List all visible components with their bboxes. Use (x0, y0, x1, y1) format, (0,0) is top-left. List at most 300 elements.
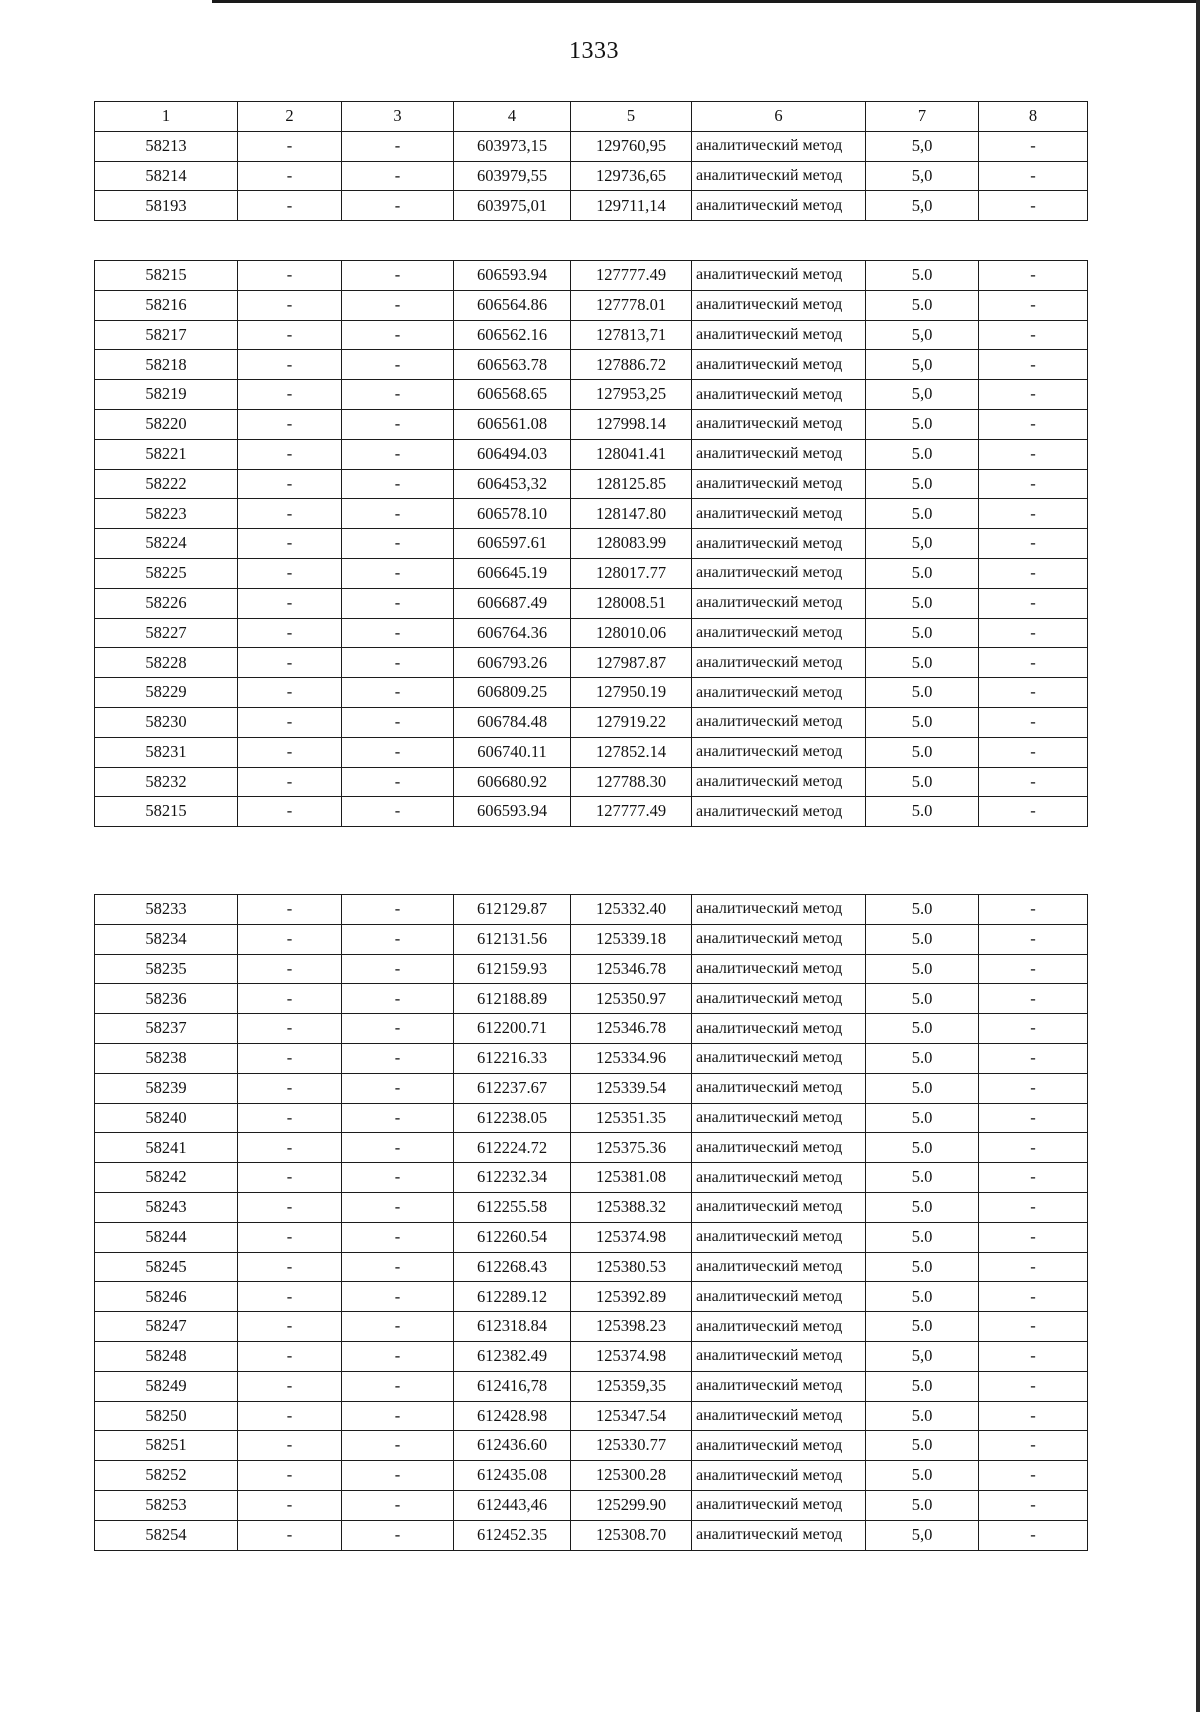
col2-cell: - (238, 1341, 342, 1371)
point-number-cell: 58232 (95, 767, 238, 797)
accuracy-cell: 5.0 (866, 1252, 979, 1282)
point-number-cell: 58248 (95, 1341, 238, 1371)
col3-cell: - (342, 131, 454, 161)
x-coordinate-cell: 612255.58 (454, 1192, 571, 1222)
table-row (95, 984, 1088, 1014)
col8-cell: - (979, 1252, 1088, 1282)
y-coordinate-cell: 128010.06 (571, 618, 692, 648)
coordinates-table-2 (94, 260, 1088, 827)
accuracy-cell: 5,0 (866, 161, 979, 191)
table-row (95, 191, 1088, 221)
table-row (95, 588, 1088, 618)
method-cell: аналитический метод (692, 737, 866, 767)
col3-cell: - (342, 380, 454, 410)
point-number-cell: 58223 (95, 499, 238, 529)
y-coordinate-cell: 128008.51 (571, 588, 692, 618)
point-number-cell: 58234 (95, 924, 238, 954)
table-row (95, 1192, 1088, 1222)
method-cell: аналитический метод (692, 191, 866, 221)
method-cell: аналитический метод (692, 895, 866, 925)
method-cell: аналитический метод (692, 558, 866, 588)
point-number-cell: 58226 (95, 588, 238, 618)
col3-cell: - (342, 1222, 454, 1252)
method-cell: аналитический метод (692, 1073, 866, 1103)
accuracy-cell: 5,0 (866, 1341, 979, 1371)
col8-cell: - (979, 350, 1088, 380)
method-cell: аналитический метод (692, 409, 866, 439)
method-cell: аналитический метод (692, 469, 866, 499)
col3-cell: - (342, 707, 454, 737)
col2-cell: - (238, 191, 342, 221)
method-cell: аналитический метод (692, 1282, 866, 1312)
col8-cell: - (979, 1163, 1088, 1193)
col8-cell: - (979, 707, 1088, 737)
accuracy-cell: 5,0 (866, 320, 979, 350)
method-cell: аналитический метод (692, 1341, 866, 1371)
col8-cell: - (979, 1341, 1088, 1371)
col2-cell: - (238, 767, 342, 797)
table-row (95, 1252, 1088, 1282)
col3-cell: - (342, 1163, 454, 1193)
col8-cell: - (979, 618, 1088, 648)
table-row (95, 439, 1088, 469)
col3-cell: - (342, 678, 454, 708)
point-number-cell: 58220 (95, 409, 238, 439)
y-coordinate-cell: 125299.90 (571, 1490, 692, 1520)
col2-cell: - (238, 895, 342, 925)
col8-cell: - (979, 529, 1088, 559)
y-coordinate-cell: 127813,71 (571, 320, 692, 350)
accuracy-cell: 5.0 (866, 707, 979, 737)
accuracy-cell: 5.0 (866, 409, 979, 439)
col8-cell: - (979, 1073, 1088, 1103)
x-coordinate-cell: 612268.43 (454, 1252, 571, 1282)
col2-cell: - (238, 320, 342, 350)
col2-cell: - (238, 1312, 342, 1342)
table-row (95, 469, 1088, 499)
table-row (95, 797, 1088, 827)
col8-cell: - (979, 767, 1088, 797)
y-coordinate-cell: 127886.72 (571, 350, 692, 380)
scan-edge-rule (1196, 0, 1200, 1712)
point-number-cell: 58239 (95, 1073, 238, 1103)
point-number-cell: 58242 (95, 1163, 238, 1193)
x-coordinate-cell: 606564.86 (454, 290, 571, 320)
col3-cell: - (342, 1431, 454, 1461)
table-row (95, 1431, 1088, 1461)
col8-cell: - (979, 1461, 1088, 1491)
method-cell: аналитический метод (692, 1431, 866, 1461)
x-coordinate-cell: 606494.03 (454, 439, 571, 469)
point-number-cell: 58250 (95, 1401, 238, 1431)
col3-cell: - (342, 1103, 454, 1133)
column-number-header: 5 (571, 102, 692, 132)
col2-cell: - (238, 984, 342, 1014)
point-number-cell: 58214 (95, 161, 238, 191)
col8-cell: - (979, 320, 1088, 350)
table-row (95, 648, 1088, 678)
col2-cell: - (238, 1461, 342, 1491)
table-row (95, 320, 1088, 350)
accuracy-cell: 5.0 (866, 1312, 979, 1342)
accuracy-cell: 5.0 (866, 1461, 979, 1491)
col3-cell: - (342, 1014, 454, 1044)
table-row (95, 1043, 1088, 1073)
y-coordinate-cell: 125381.08 (571, 1163, 692, 1193)
col2-cell: - (238, 954, 342, 984)
point-number-cell: 58253 (95, 1490, 238, 1520)
col3-cell: - (342, 1043, 454, 1073)
point-number-cell: 58229 (95, 678, 238, 708)
accuracy-cell: 5.0 (866, 1073, 979, 1103)
col2-cell: - (238, 469, 342, 499)
accuracy-cell: 5.0 (866, 767, 979, 797)
col3-cell: - (342, 984, 454, 1014)
method-cell: аналитический метод (692, 350, 866, 380)
x-coordinate-cell: 606597.61 (454, 529, 571, 559)
table-row (95, 767, 1088, 797)
col2-cell: - (238, 707, 342, 737)
col2-cell: - (238, 1073, 342, 1103)
accuracy-cell: 5.0 (866, 895, 979, 925)
col3-cell: - (342, 439, 454, 469)
method-cell: аналитический метод (692, 1252, 866, 1282)
x-coordinate-cell: 612238.05 (454, 1103, 571, 1133)
col3-cell: - (342, 1461, 454, 1491)
col2-cell: - (238, 380, 342, 410)
col2-cell: - (238, 261, 342, 291)
col3-cell: - (342, 895, 454, 925)
point-number-cell: 58228 (95, 648, 238, 678)
col2-cell: - (238, 1192, 342, 1222)
x-coordinate-cell: 612232.34 (454, 1163, 571, 1193)
method-cell: аналитический метод (692, 924, 866, 954)
method-cell: аналитический метод (692, 707, 866, 737)
x-coordinate-cell: 612452.35 (454, 1520, 571, 1550)
accuracy-cell: 5.0 (866, 678, 979, 708)
x-coordinate-cell: 606562.16 (454, 320, 571, 350)
method-cell: аналитический метод (692, 1312, 866, 1342)
point-number-cell: 58215 (95, 261, 238, 291)
accuracy-cell: 5.0 (866, 1133, 979, 1163)
x-coordinate-cell: 606453,32 (454, 469, 571, 499)
x-coordinate-cell: 612289.12 (454, 1282, 571, 1312)
method-cell: аналитический метод (692, 529, 866, 559)
method-cell: аналитический метод (692, 954, 866, 984)
y-coordinate-cell: 125347.54 (571, 1401, 692, 1431)
col3-cell: - (342, 350, 454, 380)
col2-cell: - (238, 1371, 342, 1401)
method-cell: аналитический метод (692, 1490, 866, 1520)
point-number-cell: 58243 (95, 1192, 238, 1222)
accuracy-cell: 5.0 (866, 1043, 979, 1073)
table-row (95, 350, 1088, 380)
point-number-cell: 58246 (95, 1282, 238, 1312)
col8-cell: - (979, 380, 1088, 410)
x-coordinate-cell: 606680.92 (454, 767, 571, 797)
table-row (95, 737, 1088, 767)
col2-cell: - (238, 1401, 342, 1431)
col8-cell: - (979, 1014, 1088, 1044)
x-coordinate-cell: 606784.48 (454, 707, 571, 737)
col3-cell: - (342, 797, 454, 827)
col2-cell: - (238, 924, 342, 954)
method-cell: аналитический метод (692, 1163, 866, 1193)
accuracy-cell: 5.0 (866, 648, 979, 678)
x-coordinate-cell: 606740.11 (454, 737, 571, 767)
y-coordinate-cell: 125351.35 (571, 1103, 692, 1133)
accuracy-cell: 5.0 (866, 924, 979, 954)
col2-cell: - (238, 1103, 342, 1133)
col2-cell: - (238, 618, 342, 648)
x-coordinate-cell: 612129.87 (454, 895, 571, 925)
method-cell: аналитический метод (692, 1401, 866, 1431)
x-coordinate-cell: 612435.08 (454, 1461, 571, 1491)
col2-cell: - (238, 558, 342, 588)
table-row (95, 1133, 1088, 1163)
table-row (95, 261, 1088, 291)
point-number-cell: 58254 (95, 1520, 238, 1550)
accuracy-cell: 5.0 (866, 439, 979, 469)
y-coordinate-cell: 125392.89 (571, 1282, 692, 1312)
col3-cell: - (342, 1282, 454, 1312)
table-row (95, 1222, 1088, 1252)
point-number-cell: 58244 (95, 1222, 238, 1252)
table-row (95, 558, 1088, 588)
col2-cell: - (238, 1014, 342, 1044)
col8-cell: - (979, 797, 1088, 827)
x-coordinate-cell: 606645.19 (454, 558, 571, 588)
col2-cell: - (238, 1133, 342, 1163)
col3-cell: - (342, 954, 454, 984)
col2-cell: - (238, 1163, 342, 1193)
x-coordinate-cell: 612260.54 (454, 1222, 571, 1252)
table-row (95, 924, 1088, 954)
y-coordinate-cell: 129711,14 (571, 191, 692, 221)
method-cell: аналитический метод (692, 648, 866, 678)
col3-cell: - (342, 529, 454, 559)
col8-cell: - (979, 737, 1088, 767)
accuracy-cell: 5.0 (866, 797, 979, 827)
accuracy-cell: 5.0 (866, 1371, 979, 1401)
page-number: 1333 (569, 38, 619, 64)
column-number-header: 7 (866, 102, 979, 132)
col3-cell: - (342, 1312, 454, 1342)
col2-cell: - (238, 499, 342, 529)
table-row (95, 1103, 1088, 1133)
col3-cell: - (342, 1341, 454, 1371)
table-row (95, 529, 1088, 559)
method-cell: аналитический метод (692, 767, 866, 797)
method-cell: аналитический метод (692, 984, 866, 1014)
table-row (95, 161, 1088, 191)
table-row (95, 1490, 1088, 1520)
col2-cell: - (238, 1490, 342, 1520)
accuracy-cell: 5.0 (866, 1490, 979, 1520)
accuracy-cell: 5,0 (866, 380, 979, 410)
x-coordinate-cell: 606561.08 (454, 409, 571, 439)
method-cell: аналитический метод (692, 588, 866, 618)
column-number-header: 2 (238, 102, 342, 132)
y-coordinate-cell: 127777.49 (571, 261, 692, 291)
col3-cell: - (342, 1252, 454, 1282)
x-coordinate-cell: 603975,01 (454, 191, 571, 221)
col8-cell: - (979, 191, 1088, 221)
y-coordinate-cell: 125308.70 (571, 1520, 692, 1550)
y-coordinate-cell: 125350.97 (571, 984, 692, 1014)
col8-cell: - (979, 924, 1088, 954)
col2-cell: - (238, 1431, 342, 1461)
method-cell: аналитический метод (692, 499, 866, 529)
table-row (95, 707, 1088, 737)
col8-cell: - (979, 558, 1088, 588)
accuracy-cell: 5.0 (866, 1222, 979, 1252)
x-coordinate-cell: 612382.49 (454, 1341, 571, 1371)
method-cell: аналитический метод (692, 1043, 866, 1073)
x-coordinate-cell: 612216.33 (454, 1043, 571, 1073)
y-coordinate-cell: 129736,65 (571, 161, 692, 191)
col2-cell: - (238, 1043, 342, 1073)
table-row (95, 1461, 1088, 1491)
coordinates-table-3 (94, 894, 1088, 1551)
col8-cell: - (979, 1043, 1088, 1073)
column-number-header: 1 (95, 102, 238, 132)
col8-cell: - (979, 678, 1088, 708)
method-cell: аналитический метод (692, 439, 866, 469)
col8-cell: - (979, 161, 1088, 191)
table-row (95, 1312, 1088, 1342)
y-coordinate-cell: 127777.49 (571, 797, 692, 827)
col8-cell: - (979, 469, 1088, 499)
y-coordinate-cell: 128083.99 (571, 529, 692, 559)
accuracy-cell: 5.0 (866, 1431, 979, 1461)
point-number-cell: 58227 (95, 618, 238, 648)
point-number-cell: 58231 (95, 737, 238, 767)
method-cell: аналитический метод (692, 1103, 866, 1133)
method-cell: аналитический метод (692, 261, 866, 291)
accuracy-cell: 5.0 (866, 954, 979, 984)
y-coordinate-cell: 125374.98 (571, 1222, 692, 1252)
x-coordinate-cell: 612436.60 (454, 1431, 571, 1461)
method-cell: аналитический метод (692, 380, 866, 410)
col8-cell: - (979, 1133, 1088, 1163)
col8-cell: - (979, 439, 1088, 469)
accuracy-cell: 5.0 (866, 1103, 979, 1133)
x-coordinate-cell: 612237.67 (454, 1073, 571, 1103)
x-coordinate-cell: 606568.65 (454, 380, 571, 410)
accuracy-cell: 5.0 (866, 588, 979, 618)
accuracy-cell: 5.0 (866, 558, 979, 588)
point-number-cell: 58251 (95, 1431, 238, 1461)
table-row (95, 1163, 1088, 1193)
accuracy-cell: 5,0 (866, 131, 979, 161)
column-number-header: 8 (979, 102, 1088, 132)
accuracy-cell: 5,0 (866, 1520, 979, 1550)
point-number-cell: 58238 (95, 1043, 238, 1073)
y-coordinate-cell: 125398.23 (571, 1312, 692, 1342)
point-number-cell: 58216 (95, 290, 238, 320)
x-coordinate-cell: 606593.94 (454, 797, 571, 827)
x-coordinate-cell: 603973,15 (454, 131, 571, 161)
y-coordinate-cell: 125375.36 (571, 1133, 692, 1163)
x-coordinate-cell: 606687.49 (454, 588, 571, 618)
col8-cell: - (979, 261, 1088, 291)
accuracy-cell: 5.0 (866, 1401, 979, 1431)
col2-cell: - (238, 1282, 342, 1312)
col8-cell: - (979, 499, 1088, 529)
y-coordinate-cell: 125380.53 (571, 1252, 692, 1282)
col8-cell: - (979, 954, 1088, 984)
table-row (95, 409, 1088, 439)
col3-cell: - (342, 191, 454, 221)
col8-cell: - (979, 1222, 1088, 1252)
col3-cell: - (342, 588, 454, 618)
col2-cell: - (238, 797, 342, 827)
y-coordinate-cell: 125346.78 (571, 954, 692, 984)
x-coordinate-cell: 612131.56 (454, 924, 571, 954)
y-coordinate-cell: 129760,95 (571, 131, 692, 161)
col2-cell: - (238, 350, 342, 380)
col3-cell: - (342, 499, 454, 529)
accuracy-cell: 5,0 (866, 191, 979, 221)
col8-cell: - (979, 1312, 1088, 1342)
header-row (95, 102, 1088, 132)
col3-cell: - (342, 1490, 454, 1520)
point-number-cell: 58236 (95, 984, 238, 1014)
x-coordinate-cell: 612443,46 (454, 1490, 571, 1520)
method-cell: аналитический метод (692, 797, 866, 827)
x-coordinate-cell: 612318.84 (454, 1312, 571, 1342)
y-coordinate-cell: 127778.01 (571, 290, 692, 320)
y-coordinate-cell: 125359,35 (571, 1371, 692, 1401)
col2-cell: - (238, 529, 342, 559)
col3-cell: - (342, 1073, 454, 1103)
accuracy-cell: 5,0 (866, 529, 979, 559)
col2-cell: - (238, 1520, 342, 1550)
col8-cell: - (979, 1431, 1088, 1461)
col8-cell: - (979, 984, 1088, 1014)
method-cell: аналитический метод (692, 1192, 866, 1222)
accuracy-cell: 5.0 (866, 469, 979, 499)
col8-cell: - (979, 1103, 1088, 1133)
method-cell: аналитический метод (692, 1014, 866, 1044)
accuracy-cell: 5.0 (866, 261, 979, 291)
point-number-cell: 58252 (95, 1461, 238, 1491)
col8-cell: - (979, 1490, 1088, 1520)
y-coordinate-cell: 127919.22 (571, 707, 692, 737)
x-coordinate-cell: 612428.98 (454, 1401, 571, 1431)
col2-cell: - (238, 439, 342, 469)
table-row (95, 131, 1088, 161)
col8-cell: - (979, 895, 1088, 925)
point-number-cell: 58215 (95, 797, 238, 827)
method-cell: аналитический метод (692, 320, 866, 350)
method-cell: аналитический метод (692, 618, 866, 648)
point-number-cell: 58213 (95, 131, 238, 161)
column-number-header: 4 (454, 102, 571, 132)
col8-cell: - (979, 131, 1088, 161)
point-number-cell: 58240 (95, 1103, 238, 1133)
accuracy-cell: 5.0 (866, 984, 979, 1014)
table-row (95, 1520, 1088, 1550)
col2-cell: - (238, 1252, 342, 1282)
table-row (95, 954, 1088, 984)
table-row (95, 1282, 1088, 1312)
point-number-cell: 58249 (95, 1371, 238, 1401)
col3-cell: - (342, 737, 454, 767)
point-number-cell: 58217 (95, 320, 238, 350)
y-coordinate-cell: 128017.77 (571, 558, 692, 588)
